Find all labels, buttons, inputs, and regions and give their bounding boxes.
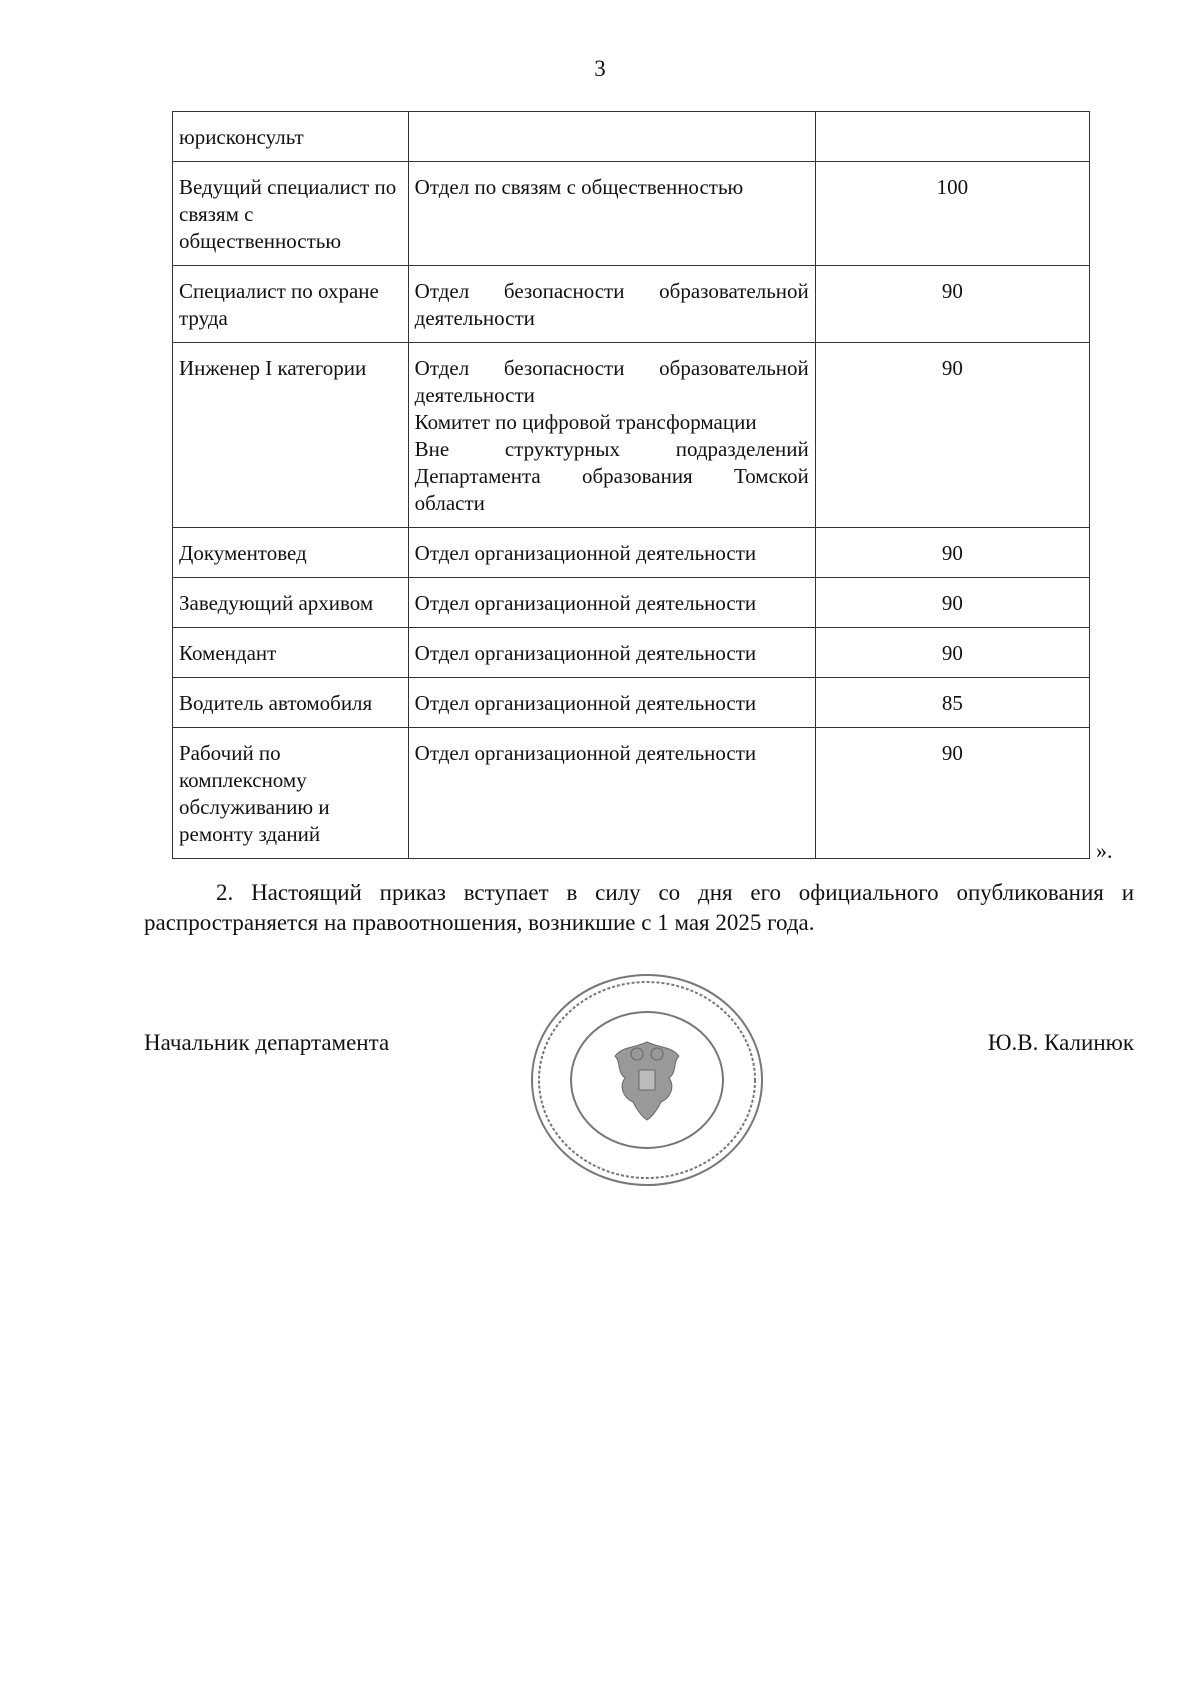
signatory-title: Начальник департамента	[144, 1030, 390, 1055]
position-cell: юрисконсульт	[173, 112, 409, 162]
position-cell: Специалист по охране труда	[173, 266, 409, 343]
department-line: Комитет по цифровой трансформации	[414, 410, 757, 434]
positions-table	[172, 111, 1090, 859]
coat-of-arms-icon	[615, 1042, 679, 1120]
percent-cell: 90	[815, 343, 1089, 528]
table-row	[173, 678, 1090, 728]
department-line: Отдел безопасности образовательной деятельности	[414, 279, 809, 330]
department-line: Отдел безопасности образовательной деятельности	[414, 356, 809, 407]
department-cell	[408, 528, 815, 578]
department-line: Отдел организационной деятельности	[414, 641, 757, 665]
table-row	[173, 578, 1090, 628]
percent-cell: 90	[815, 728, 1089, 859]
department-line: Вне структурных подразделений Департамента образования Томской области	[414, 437, 809, 515]
closing-quote: ».	[1096, 838, 1113, 863]
department-line: Отдел организационной деятельности	[414, 691, 757, 715]
percent-cell: 90	[815, 578, 1089, 628]
order-paragraph	[144, 878, 1134, 938]
position-cell: Ведущий специалист по связям с общественностью	[173, 162, 409, 266]
table-row	[173, 528, 1090, 578]
department-cell	[408, 678, 815, 728]
department-cell	[408, 728, 815, 859]
department-line: Отдел по связям с общественностью	[414, 175, 744, 199]
position-cell: Документовед	[173, 528, 409, 578]
position-cell: Водитель автомобиля	[173, 678, 409, 728]
department-cell	[408, 628, 815, 678]
percent-cell: 90	[815, 266, 1089, 343]
table-row	[173, 628, 1090, 678]
department-cell	[408, 266, 815, 343]
department-line: Отдел организационной деятельности	[414, 741, 757, 765]
table-row	[173, 343, 1090, 528]
department-line: Отдел организационной деятельности	[414, 591, 757, 615]
department-cell	[408, 343, 815, 528]
department-cell	[408, 162, 815, 266]
percent-cell: 90	[815, 528, 1089, 578]
percent-cell: 90	[815, 628, 1089, 678]
position-cell: Рабочий по комплексному обслуживанию и ремонту зданий	[173, 728, 409, 859]
percent-cell: 85	[815, 678, 1089, 728]
percent-cell	[815, 112, 1089, 162]
official-seal-stamp	[527, 970, 767, 1190]
table-row	[173, 162, 1090, 266]
position-cell: Заведующий архивом	[173, 578, 409, 628]
department-line: Отдел организационной деятельности	[414, 541, 757, 565]
table-body	[173, 112, 1090, 859]
position-cell: Комендант	[173, 628, 409, 678]
position-cell: Инженер I категории	[173, 343, 409, 528]
percent-cell: 100	[815, 162, 1089, 266]
table-row	[173, 112, 1090, 162]
table-row	[173, 728, 1090, 859]
page-number: 3	[594, 56, 606, 81]
table-row	[173, 266, 1090, 343]
department-cell	[408, 112, 815, 162]
department-cell	[408, 578, 815, 628]
signatory-name: Ю.В. Калинюк	[987, 1030, 1134, 1055]
paragraph-text: 2. Настоящий приказ вступает в силу со дня его официального опубликования и распространяется на правоотношения, возникшие с 1 мая 2025 года.	[144, 880, 1134, 935]
